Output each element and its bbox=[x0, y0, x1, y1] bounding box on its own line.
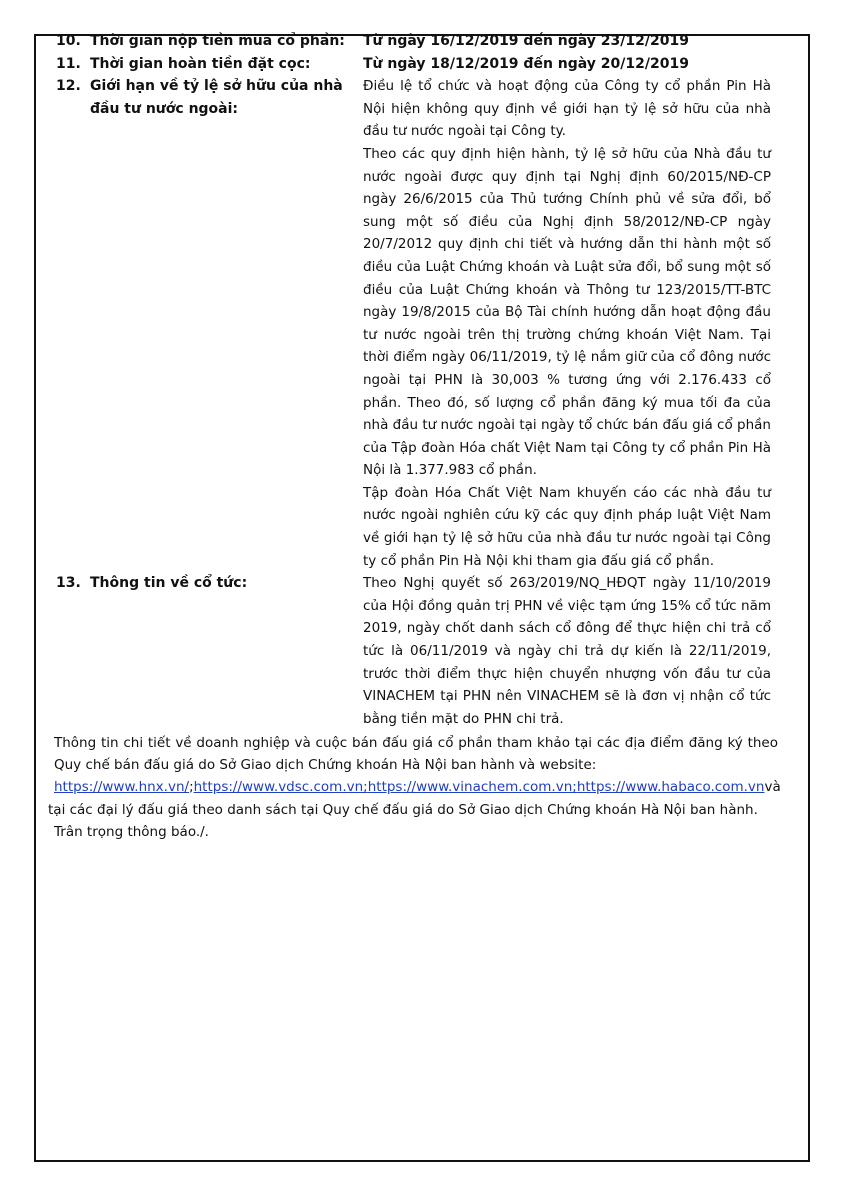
info-list bbox=[56, 30, 771, 730]
link-vinachem[interactable]: https://www.vinachem.com.vn; bbox=[367, 779, 577, 796]
item-13 bbox=[56, 572, 771, 730]
website-links bbox=[48, 776, 781, 798]
item-value: Từ ngày 18/12/2019 đến ngày 20/12/2019 bbox=[363, 55, 689, 72]
item-11 bbox=[56, 53, 771, 76]
footer-notes bbox=[48, 732, 781, 843]
paragraph: Theo các quy định hiện hành, tỷ lệ sở hữu của Nhà đầu tư nước ngoài được quy định tại Nghị định 60/2015/NĐ-CP ngày 26/6/2015 của Thủ tướng Chính phủ về sửa đổi, bổ sung một số điều của Nghị định 58/2012/NĐ-CP ngày 20/7/2012 quy định chi tiết và hướng dẫn thi hành một số điều của Luật Chứng khoán và Luật sửa đổi, bổ sung một số điều của Luật Chứng khoán và Thông tư 123/2015/TT-BTC ngày 19/8/2015 của Bộ Tài chính hướng dẫn hoạt động đầu tư nước ngoài trên thị trường chứng khoán Việt Nam. Tại thời điểm ngày 06/11/2019, tỷ lệ nắm giữ của cổ đông nước ngoài tại PHN là 30,003 % tương ứng với 2.176.433 cổ phần. Theo đó, số lượng cổ phần đăng ký mua tối đa của nhà đầu tư nước ngoài tại ngày tổ chức bán đấu giá cổ phần của Tập đoàn Hóa chất Việt Nam tại Công ty cổ phần Pin Hà Nội là 1.377.983 cổ phần. bbox=[363, 145, 771, 479]
item-label-line-1: Giới hạn về tỷ lệ sở hữu của nhà bbox=[90, 78, 343, 95]
item-number: 11. bbox=[56, 55, 81, 72]
paragraph: Tập đoàn Hóa Chất Việt Nam khuyến cáo các nhà đầu tư nước ngoài nghiên cứu kỹ các quy định pháp luật Việt Nam về giới hạn tỷ lệ sở hữu của nhà đầu tư nước ngoài tại Công ty cổ phần Pin Hà Nội khi tham gia đấu giá cổ phần. bbox=[363, 484, 771, 569]
item-number: 12. bbox=[56, 78, 81, 95]
conjunction-text: và bbox=[764, 779, 781, 796]
item-label: Thời gian hoàn tiền đặt cọc: bbox=[90, 55, 311, 72]
link-hnx[interactable]: https://www.hnx.vn/ bbox=[54, 779, 190, 796]
item-value bbox=[363, 572, 771, 730]
link-group-1 bbox=[54, 776, 194, 798]
item-label bbox=[90, 75, 363, 572]
item-value: Từ ngày 16/12/2019 đến ngày 23/12/2019 bbox=[363, 33, 689, 49]
item-number: 10. bbox=[56, 33, 81, 49]
item-label-line-2: đầu tư nước ngoài: bbox=[90, 100, 239, 117]
paragraph: Điều lệ tổ chức và hoạt động của Công ty cổ phần Pin Hà Nội hiện không quy định về giới hạn tỷ lệ sở hữu của nhà đầu tư nước ngoài tại Công ty. bbox=[363, 78, 771, 140]
paragraph: Theo Nghị quyết số 263/2019/NQ_HĐQT ngày 11/10/2019 của Hội đồng quản trị PHN về việc tạm ứng 15% cổ tức năm 2019, ngày chốt danh sách cổ đông để thực hiện chi trả cổ tức là 06/11/2019 và ngày chi trả dự kiến là 22/11/2019, trước thời điểm thực hiện chuyển nhượng vốn đầu tư của VINACHEM tại PHN nên VINACHEM sẽ là đơn vị nhận cổ tức bằng tiền mặt do PHN chi trả. bbox=[363, 575, 771, 727]
item-number: 13. bbox=[56, 575, 81, 592]
footer-intro: Thông tin chi tiết về doanh nghiệp và cuộc bán đấu giá cổ phần tham khảo tại các địa điểm đăng ký theo Quy chế bán đấu giá do Sở Giao dịch Chứng khoán Hà Nội ban hành và website: bbox=[54, 735, 778, 774]
closing-text: Trân trọng thông báo./. bbox=[54, 823, 209, 840]
link-habaco[interactable]: https://www.habaco.com.vn bbox=[576, 779, 765, 796]
item-10 bbox=[56, 30, 771, 53]
link-separator: ; bbox=[189, 779, 194, 796]
link-vdsc[interactable]: https://www.vdsc.com.vn; bbox=[193, 779, 368, 796]
item-label: Thời gian nộp tiền mua cổ phần: bbox=[90, 33, 345, 49]
footer-agents-line: tại các đại lý đấu giá theo danh sách tại Quy chế đấu giá do Sở Giao dịch Chứng khoán Hà Nội ban hành. bbox=[48, 801, 758, 818]
item-value bbox=[363, 75, 771, 572]
item-12 bbox=[56, 75, 771, 572]
item-label: Thông tin về cổ tức: bbox=[90, 575, 248, 592]
